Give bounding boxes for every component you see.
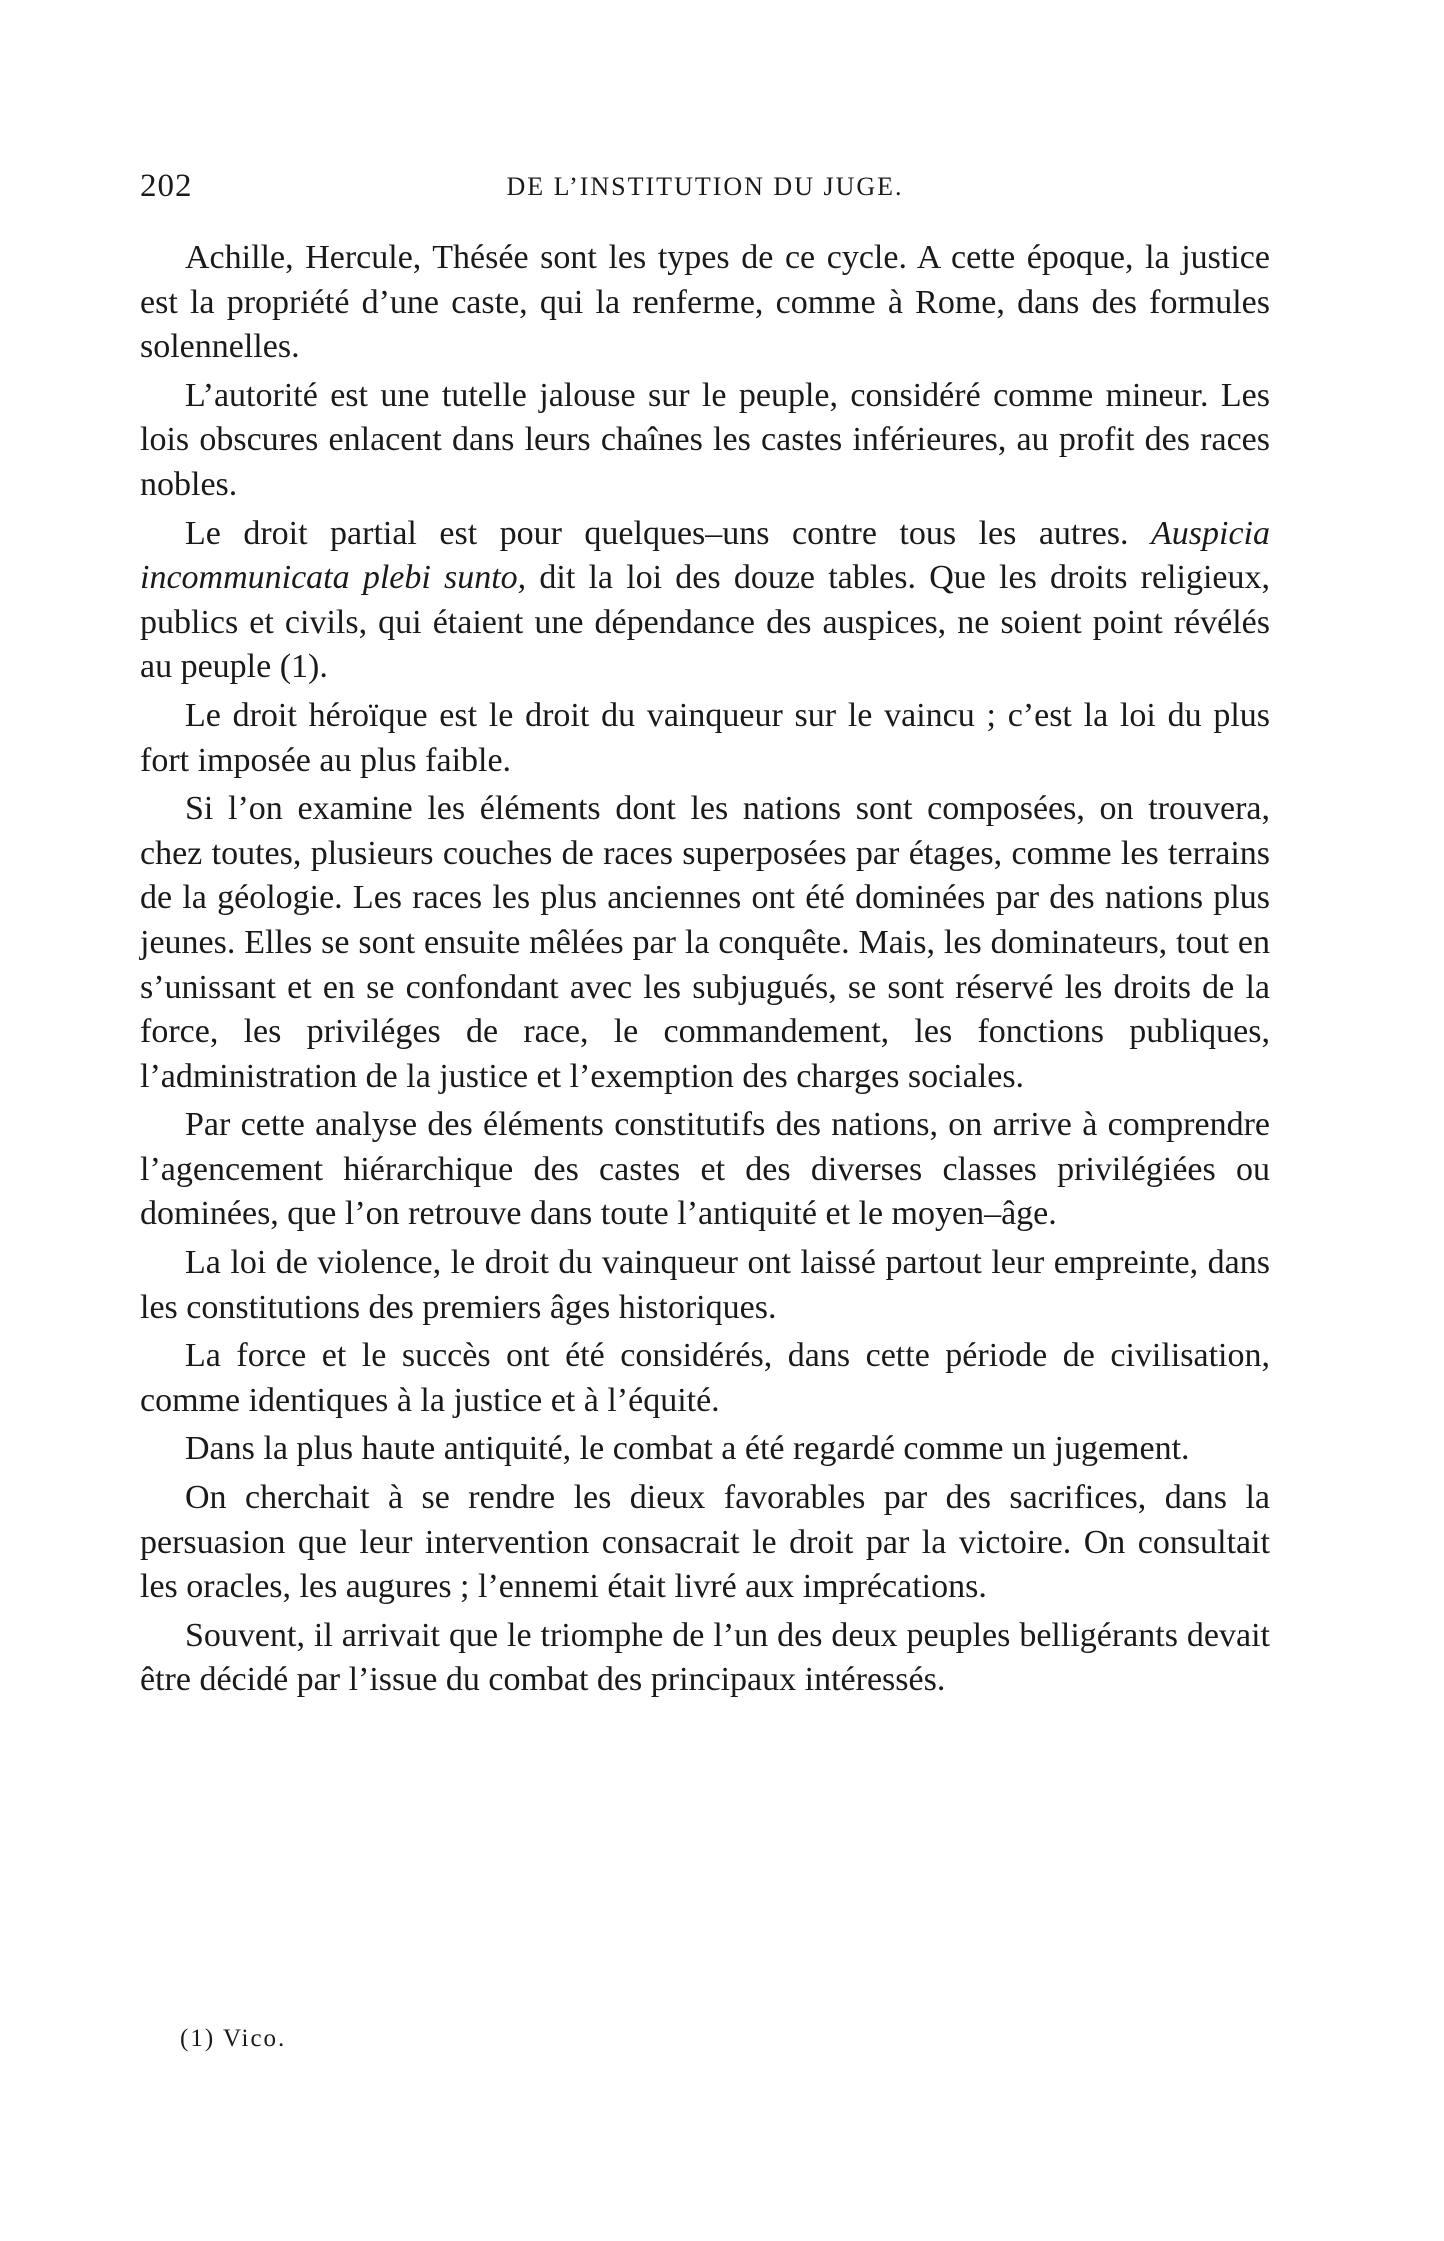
paragraph-3-before: Le droit partial est pour quelques–uns contre tous les autres. (185, 514, 1152, 552)
running-title: DE L’INSTITUTION DU JUGE. (506, 172, 904, 201)
paragraph-1: Achille, Hercule, Thésée sont les types de ce cycle. A cette époque, la justice est la propriété d’une caste, qui la renferme, comme à Rome, dans des formules solennelles. (140, 239, 1270, 366)
paragraph-10: On cherchait à se rendre les dieux favorables par des sacrifices, dans la persuasion que leur intervention consacrait le droit par la victoire. On consultait les oracles, les augures ; l’ennemi était livré aux imprécations. (140, 1479, 1270, 1606)
paragraph-9: Dans la plus haute antiquité, le combat a été regardé comme un jugement. (185, 1430, 1190, 1468)
paragraph-7: La loi de violence, le droit du vainqueur ont laissé partout leur empreinte, dans les constitutions des premiers âges historiques. (140, 1244, 1270, 1326)
paragraph-8: La force et le succès ont été considérés, dans cette période de civilisation, comme identiques à la justice et à l’équité. (140, 1337, 1270, 1419)
paragraph-11: Souvent, il arrivait que le triomphe de l’un des deux peuples belligérants devait être décidé par l’issue du combat des principaux intéressés. (140, 1616, 1270, 1699)
paragraph-5: Si l’on examine les éléments dont les nations sont composées, on trouvera, chez toutes, plusieurs couches de races superposées par étages, comme les terrains de la géologie. Les races les plus anciennes ont été dominées par des nations plus jeunes. Elles se sont ensuite mêlées par la conquête. Mais, les dominateurs, tout en s’unissant et en se confondant avec les subjugués, se sont réservé les droits de la force, les priviléges de race, le commandement, les fonctions publiques, l’administration de la justice et l’exemption des charges sociales. (140, 790, 1270, 1095)
paragraph-3 (140, 512, 1270, 690)
paragraph-2: L’autorité est une tutelle jalouse sur le peuple, considéré comme mineur. Les lois obscures enlacent dans leurs chaînes les castes inférieures, au profit des races nobles. (140, 376, 1270, 503)
page-number: 202 (140, 168, 193, 204)
latin-quotation: Auspicia incommunicata plebi sunto, (140, 514, 1270, 597)
paragraph-4: Le droit héroïque est le droit du vainqueur sur le vaincu ; c’est la loi du plus fort imposée au plus faible. (140, 696, 1270, 779)
paragraph-3-after: dit la loi des douze tables. Que les droits religieux, publics et civils, qui étaient une dépendance des auspices, ne soient point révélés au peuple (1). (140, 559, 1270, 686)
page-header (140, 168, 1270, 212)
paragraph-6: Par cette analyse des éléments constitutifs des nations, on arrive à comprendre l’agencement hiérarchique des castes et des diverses classes privilégiées ou dominées, que l’on retrouve dans toute l’antiquité et le moyen–âge. (140, 1106, 1270, 1233)
body-text (140, 236, 1270, 1707)
footnote: (1) Vico. (180, 2025, 287, 2052)
